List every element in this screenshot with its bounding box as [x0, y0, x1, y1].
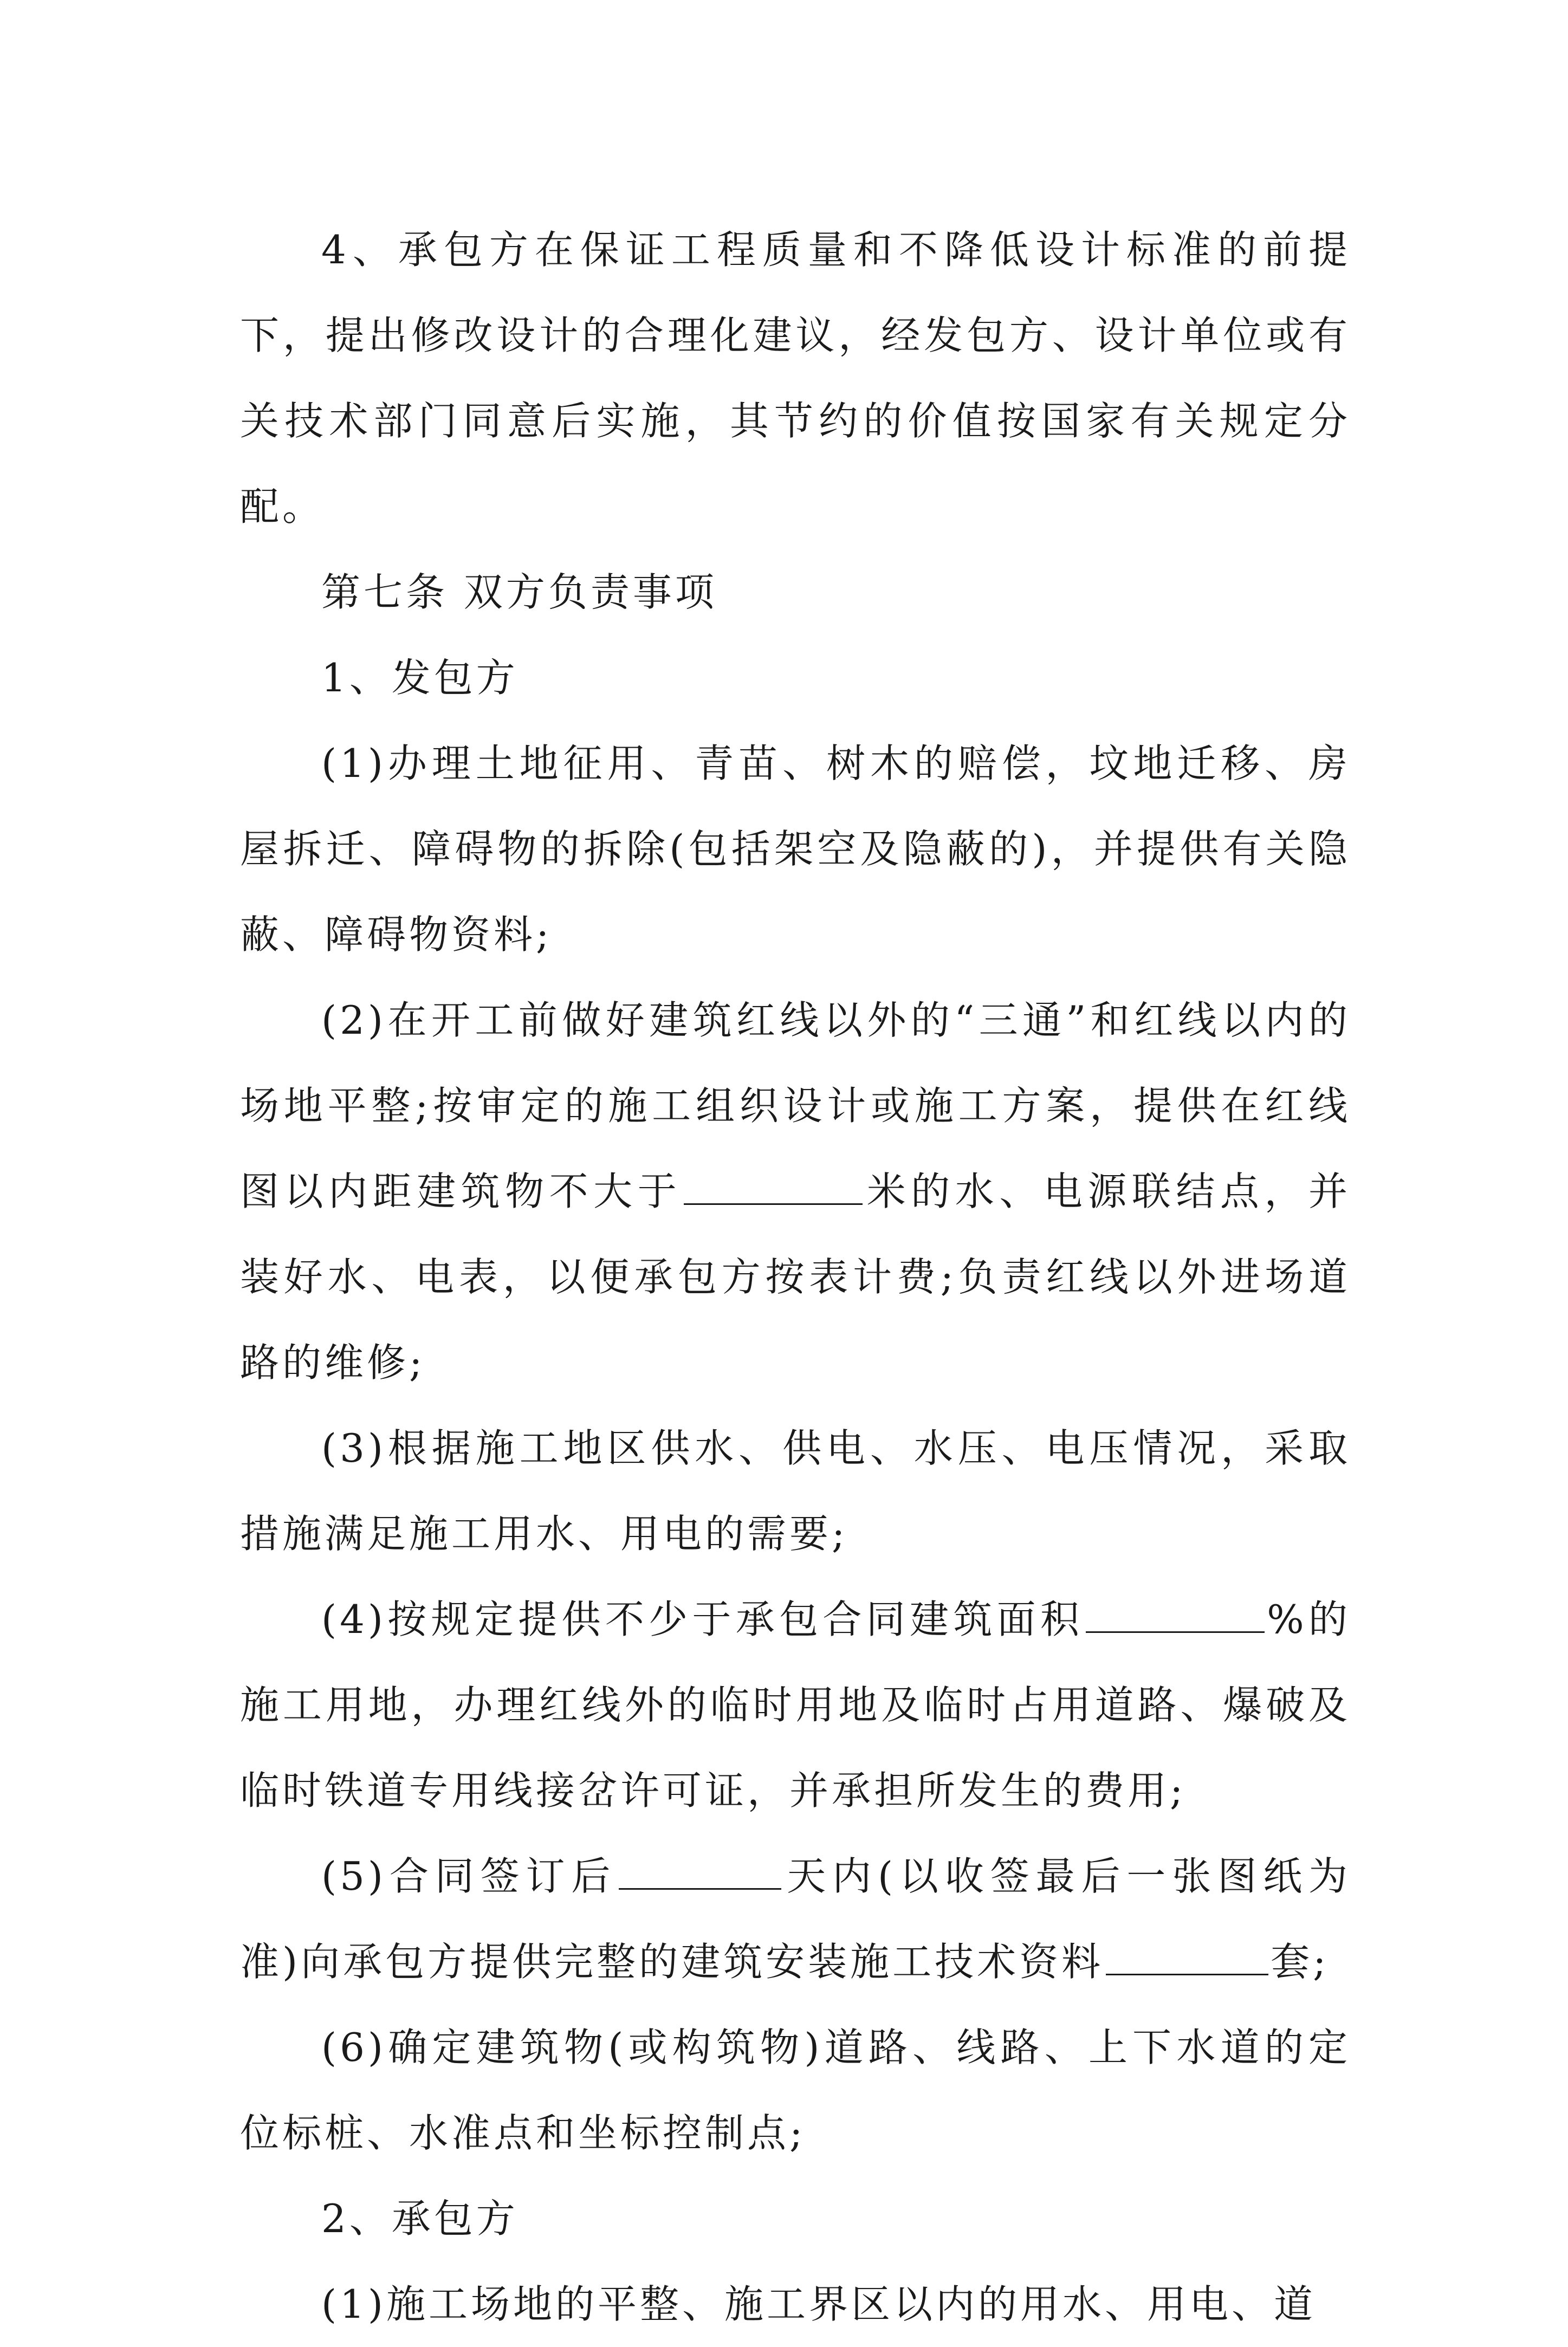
text-segment: 米的水、电源联结点，并装好水、电表，以便承包方按表计费;负责红线以外进场道路的维修; [240, 1169, 1351, 1385]
text-segment: %的施工用地，办理红线外的临时用地及临时占用道路、爆破及临时铁道专用线接岔许可证，并承担所发生的费用; [240, 1597, 1351, 1813]
text-segment: (5)合同签订后 [321, 1853, 617, 1899]
subheading-employer: 1、发包方 [321, 655, 519, 701]
paragraph-employer-item-4 [240, 1577, 1351, 1833]
paragraph-employer-item-5 [240, 1833, 1351, 2005]
text-segment: (4)按规定提供不少于承包合同建筑面积 [321, 1597, 1084, 1642]
paragraph-employer-item-3: (3)根据施工地区供水、供电、水压、电压情况，采取措施满足施工用水、用电的需要; [240, 1425, 1351, 1557]
document-body [240, 207, 1351, 2347]
blank-distance-field [684, 1170, 863, 1205]
blank-days-field [619, 1855, 781, 1890]
paragraph-employer-item-1: (1)办理土地征用、青苗、树木的赔偿，坟地迁移、房屋拆迁、障碍物的拆除(包括架空及隐蔽的)，并提供有关隐蔽、障碍物资料; [240, 741, 1351, 957]
subheading-contractor: 2、承包方 [321, 2196, 519, 2241]
blank-sets-field [1106, 1940, 1268, 1975]
text-segment: (2)在开工前做好建筑红线以外的“三通”和红线以内的场地平整;按审定的施工组织设计或施工方案，提供在红线图以内距建筑物不大于 [240, 997, 1351, 1214]
text-segment: 套; [1271, 1939, 1330, 1985]
text-segment: 天内(以收签最后一张图纸为准)向承包方提供完整的建筑安装施工技术资料 [240, 1853, 1351, 1985]
section-heading-article-7: 第七条 双方负责事项 [321, 569, 717, 615]
blank-percentage-field [1086, 1598, 1265, 1633]
paragraph-employer-item-2 [240, 977, 1351, 1405]
paragraph-design-suggestion: 4、承包方在保证工程质量和不降低设计标准的前提下，提出修改设计的合理化建议，经发包方、设计单位或有关技术部门同意后实施，其节约的价值按国家有关规定分配。 [240, 227, 1351, 529]
paragraph-contractor-item-1: (1)施工场地的平整、施工界区以内的用水、用电、道 [321, 2281, 1316, 2327]
paragraph-employer-item-6: (6)确定建筑物(或构筑物)道路、线路、上下水道的定位标桩、水准点和坐标控制点; [240, 2025, 1351, 2156]
